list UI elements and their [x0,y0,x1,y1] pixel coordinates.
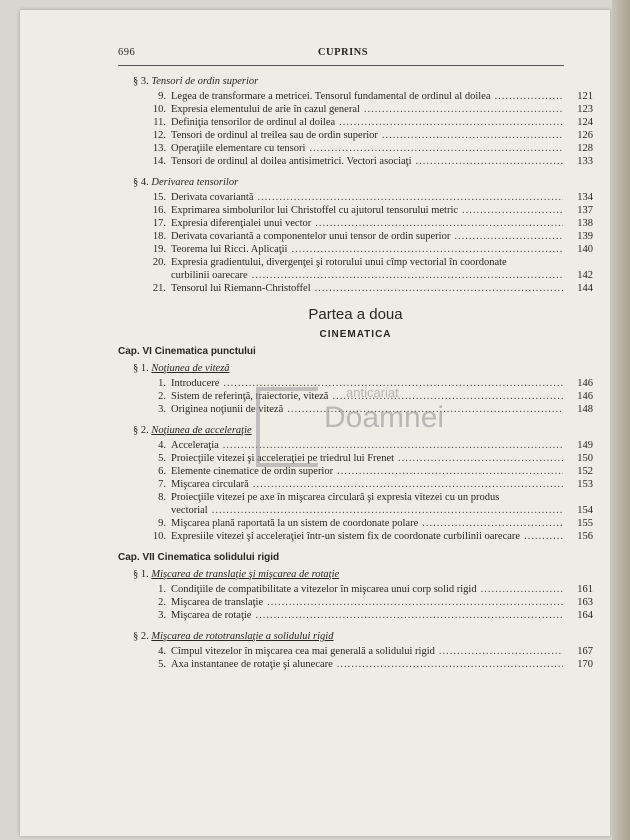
entry-page: 154 [577,505,593,516]
entry-number: 14. [152,156,166,167]
section-title: Mişcarea de translaţie şi mişcarea de rotaţie [151,569,340,580]
entry-title: Definiţia tensorilor de ordinul al doilea [171,117,336,128]
entry-number: 1. [158,584,166,595]
entry-page: 146 [577,391,593,402]
dot-leader [364,103,563,116]
entry-title: Expresia diferenţialei unui vector [171,218,312,229]
entry-number: 13. [152,143,166,154]
dot-leader [422,517,563,530]
dot-leader [462,204,563,217]
entry-continuation [171,269,593,282]
section-heading [118,566,593,583]
table-of-contents [118,73,593,671]
watermark-logo [256,385,445,469]
entry-title: Introducere [171,378,220,389]
entry-page: 137 [577,205,593,216]
entry-page: 139 [577,231,593,242]
entry-title: Derivata covariantă a componentelor unui tensor de ordin superior [171,231,451,242]
entry-title: Proiecţiile vitezei şi acceleraţiei pe triedrul lui Frenet [171,453,395,464]
chapter-title: Cinematica solidului rigid [157,552,280,563]
entry-page: 138 [577,218,593,229]
dot-leader [255,609,563,622]
entry-page: 148 [577,404,593,415]
dot-leader [291,243,563,256]
section-title: Derivarea tensorilor [151,177,239,188]
section-title: Noţiunea de acceleraţie [151,425,252,436]
entry-page: 124 [577,117,593,128]
dot-leader [494,90,563,103]
entry-title: Tensori de ordinul al treilea sau de ordin superior [171,130,378,141]
toc-entry [118,478,593,491]
entry-title-cont: vectorial [171,505,208,516]
entry-number: 5. [158,453,166,464]
entry-page: 144 [577,283,593,294]
entry-number: 12. [152,130,166,141]
entry-title: Exprimarea simbolurilor lui Christoffel cu ajutorul tensorului metric [171,205,459,216]
entry-number: 3. [158,404,166,415]
toc-entry [118,142,593,155]
section-number: § 3. [133,76,149,87]
section-number: § 1. [133,569,149,580]
dot-leader [524,530,563,543]
book-page [20,10,610,836]
part-subtitle: CINEMATICA [319,329,392,340]
toc-entry [118,191,593,204]
entry-number: 20. [152,257,166,268]
entry-number: 15. [152,192,166,203]
entry-page: 126 [577,130,593,141]
entry-title: Expresia gradientului, divergenţei şi rotorului unui cîmp vectorial în coordonate [171,257,507,268]
entry-page: 167 [577,646,593,657]
dot-leader [309,142,563,155]
dot-leader [252,269,563,282]
entry-number: 17. [152,218,166,229]
entry-title: Axa instantanee de rotaţie şi alunecare [171,659,333,670]
entry-title: Teorema lui Ricci. Aplicaţii [171,244,288,255]
entry-page: 161 [577,584,593,595]
toc-entry [118,256,593,282]
entry-number: 11. [153,117,166,128]
entry-page: 142 [577,270,593,281]
chapter-title: Cinematica punctului [154,346,256,357]
dot-leader [339,116,563,129]
toc-entry [118,103,593,116]
entry-number: 10. [152,531,166,542]
entry-number: 6. [158,466,166,477]
dot-leader [315,282,563,295]
entry-number: 8. [158,492,166,503]
entry-title: Tensori de ordinul al doilea antisimetrici. Vectori asociaţi [171,156,412,167]
dot-leader [382,129,563,142]
entry-number: 19. [152,244,166,255]
section-number: § 2. [133,425,149,436]
entry-title: Proiecţiile vitezei pe axe în mişcarea circulară şi expresia vitezei cu un produs [171,492,500,503]
entry-page: 152 [577,466,593,477]
entry-title: Mişcarea de translaţie [171,597,264,608]
entry-page: 146 [577,378,593,389]
toc-entry [118,530,593,543]
toc-entry [118,129,593,142]
dot-leader [439,645,563,658]
dot-leader [416,155,563,168]
toc-entry [118,491,593,517]
entry-number: 9. [158,518,166,529]
toc-entry [118,645,593,658]
entry-title: Legea de transformare a metricei. Tensorul fundamental de ordinul al doilea [171,91,491,102]
entry-number: 5. [158,659,166,670]
section-heading [118,360,593,377]
entry-page: 123 [577,104,593,115]
page-number: 696 [118,47,136,58]
entry-page: 134 [577,192,593,203]
entry-page: 150 [577,453,593,464]
toc-entry [118,230,593,243]
entry-title: Originea noţiunii de viteză [171,404,284,415]
entry-number: 3. [158,610,166,621]
toc-entry [118,282,593,295]
chapter-heading [118,343,593,360]
entry-number: 21. [152,283,166,294]
dot-leader [337,658,563,671]
chapter-number: Cap. VII [118,552,155,563]
watermark-line1: anticariat [346,385,399,400]
entry-title: Mişcarea plană raportată la un sistem de coordonate polare [171,518,419,529]
entry-page: 149 [577,440,593,451]
section-number: § 1. [133,363,149,374]
toc-entry [118,204,593,217]
entry-number: 2. [158,391,166,402]
entry-title: Operaţiile elementare cu tensori [171,143,306,154]
entry-number: 4. [158,440,166,451]
entry-title: Expresiile vitezei şi acceleraţiei într-un sistem fix de coordonate curbilinii oarecare [171,531,521,542]
entry-page: 156 [577,531,593,542]
entry-page: 153 [577,479,593,490]
toc-entry [118,155,593,168]
toc-entry [118,243,593,256]
entry-number: 2. [158,597,166,608]
toc-entry [118,609,593,622]
entry-page: 155 [577,518,593,529]
entry-title: Sistem de referinţă, traiectorie, viteză [171,391,329,402]
dot-leader [481,583,563,596]
section-title: Noţiunea de viteză [151,363,230,374]
toc-entry [118,517,593,530]
chapter-heading [118,549,593,566]
entry-title: Cîmpul vitezelor în mişcarea cea mai generală a solidului rigid [171,646,435,657]
book-spine [612,0,630,840]
dot-leader [258,191,564,204]
section-heading [118,174,593,191]
dot-leader [267,596,563,609]
entry-title: Derivata covariantă [171,192,254,203]
entry-page: 121 [577,91,593,102]
entry-title: Tensorul lui Riemann-Christoffel [171,283,311,294]
section-number: § 4. [133,177,149,188]
part-title: Partea a doua [308,306,403,323]
section-title: Mişcarea de rototranslaţie a solidului rigid [151,631,334,642]
section-heading [118,628,593,645]
entry-page: 128 [577,143,593,154]
entry-continuation [171,504,593,517]
section-heading [118,73,593,90]
entry-page: 170 [577,659,593,670]
entry-page: 164 [577,610,593,621]
watermark-frame-icon [256,387,318,467]
entry-title: Mişcarea circulară [171,479,249,490]
entry-page: 163 [577,597,593,608]
watermark-line2: Doamnei [324,401,445,434]
toc-entry [118,583,593,596]
entry-title: Elemente cinematice de ordin superior [171,466,334,477]
dot-leader [253,478,563,491]
section-number: § 2. [133,631,149,642]
dot-leader [454,230,563,243]
toc-entry [118,90,593,103]
toc-entry [118,217,593,230]
page-title: CUPRINS [317,47,369,58]
dot-leader [212,504,563,517]
header-rule [118,65,564,66]
entry-title: Mişcarea de rotaţie [171,610,252,621]
toc-entry [118,596,593,609]
entry-number: 18. [152,231,166,242]
entry-number: 9. [158,91,166,102]
toc-entry [118,658,593,671]
toc-entry [118,116,593,129]
entry-number: 1. [158,378,166,389]
entry-number: 16. [152,205,166,216]
entry-title: Condiţiile de compatibilitate a vitezelor în mişcarea unui corp solid rigid [171,584,477,595]
entry-title: Acceleraţia [171,440,219,451]
chapter-number: Cap. VI [118,346,152,357]
entry-title-cont: curbilinii oarecare [171,270,248,281]
entry-number: 7. [158,479,166,490]
entry-page: 133 [577,156,593,167]
entry-number: 4. [158,646,166,657]
entry-page: 140 [577,244,593,255]
section-title: Tensori de ordin superior [151,76,259,87]
entry-title: Expresia elementului de arie în cazul general [171,104,360,115]
entry-number: 10. [152,104,166,115]
dot-leader [315,217,563,230]
